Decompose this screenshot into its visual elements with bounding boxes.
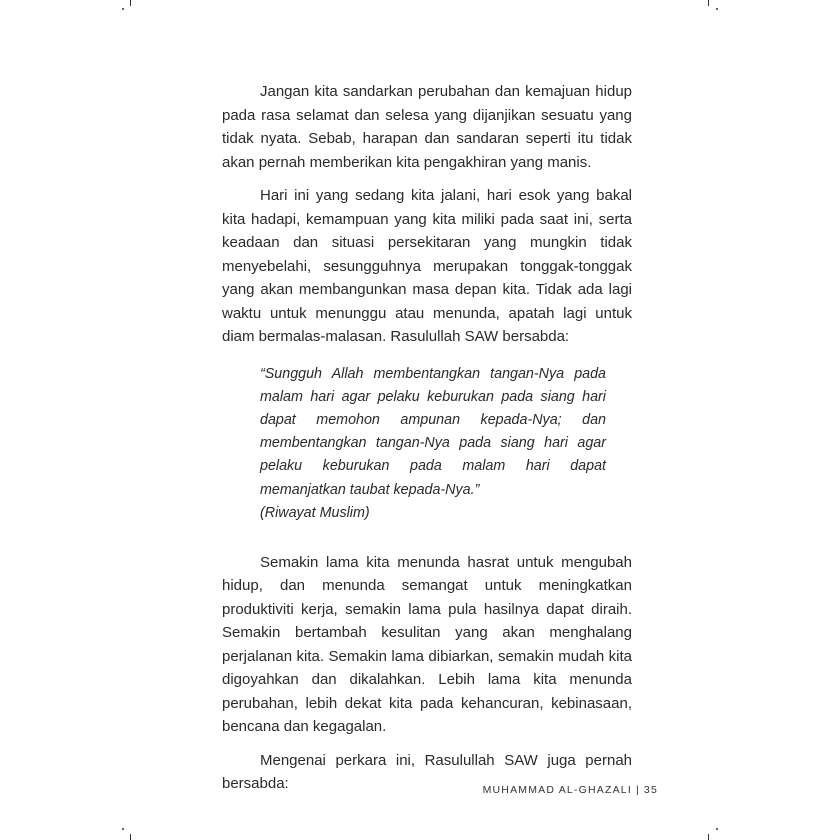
footer-author: MUHAMMAD AL-GHAZALI — [482, 784, 632, 796]
crop-dot-top-left — [122, 8, 124, 10]
crop-dot-bottom-right — [716, 828, 718, 830]
hadith-quote — [260, 363, 606, 525]
paragraph-4: Mengenai perkara ini, Rasulullah SAW juga pernah bersabda: — [222, 751, 632, 793]
paragraph-2: Hari ini yang sedang kita jalani, hari esok yang bakal kita hadapi, kemampuan yang kita miliki pada saat ini, serta keadaan dan situasi persekitaran yang mungkin tidak menyebelahi, sesungguhnya merupakan tonggak-tonggak yang akan membangunkan masa depan kita. Tidak ada lagi waktu untuk menunggu atau menunda, apatah lagi untuk diam bermalas-malasan. Rasulullah SAW bersabda: — [222, 187, 632, 345]
footer-separator: | — [635, 784, 640, 796]
crop-mark-top-left — [130, 0, 131, 6]
crop-dot-top-right — [716, 8, 718, 10]
paragraph-1: Jangan kita sandarkan perubahan dan kemajuan hidup pada rasa selamat dan selesa yang dijanjikan sesuatu yang tidak nyata. Sebab, harapan dan sandaran seperti itu tidak akan pernah memberikan kita pengakhiran yang manis. — [222, 83, 632, 171]
paragraph-3: Semakin lama kita menunda hasrat untuk mengubah hidup, dan menunda semangat untuk meningkatkan produktiviti kerja, semakin lama pula hasilnya dapat diraih. Semakin bertambah kesulitan yang akan menghalang perjalanan kita. Semakin lama dibiarkan, semakin mudah kita digoyahkan dan dikalahkan. Lebih lama kita menunda perubahan, lebih dekat kita pada kehancuran, kebinasaan, bencana dan kegagalan. — [222, 553, 632, 736]
crop-mark-bottom-right — [708, 834, 709, 840]
quote-source: (Riwayat Muslim) — [260, 504, 370, 521]
body-text — [222, 80, 632, 796]
running-footer — [483, 784, 658, 796]
crop-mark-top-right — [708, 0, 709, 6]
crop-dot-bottom-left — [122, 828, 124, 830]
page-number: 35 — [643, 784, 658, 796]
quote-text: “Sungguh Allah membentangkan tangan-Nya pada malam hari agar pelaku keburukan pada siang hari dapat memohon ampunan kepada-Nya; dan membentangkan tangan-Nya pada siang hari agar pelaku keburukan pada malam hari dapat memanjatkan taubat kepada-Nya.” — [260, 365, 606, 498]
crop-mark-bottom-left — [130, 834, 131, 840]
